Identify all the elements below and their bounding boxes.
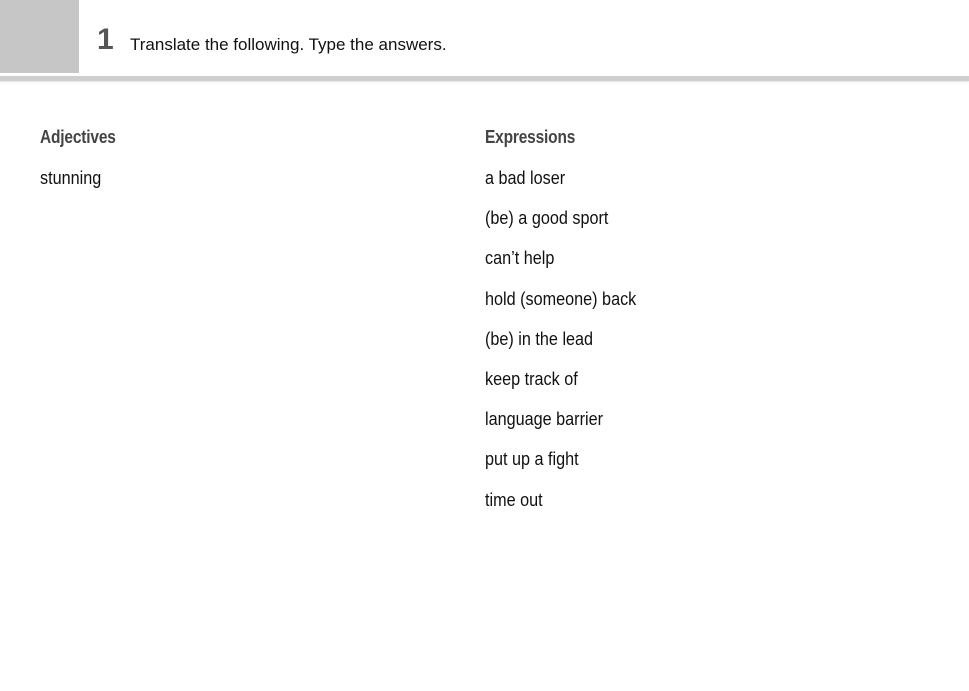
exercise-header bbox=[0, 0, 969, 80]
column-heading-expressions: Expressions bbox=[485, 127, 576, 147]
list-item: language barrier bbox=[485, 409, 603, 430]
adjectives-column bbox=[40, 124, 440, 206]
exercise-number: 1 bbox=[97, 23, 114, 56]
adjectives-list bbox=[40, 166, 440, 206]
list-item: put up a fight bbox=[485, 449, 579, 470]
expressions-column bbox=[485, 124, 925, 528]
expressions-list bbox=[485, 166, 925, 528]
list-item: (be) in the lead bbox=[485, 328, 594, 349]
list-item: can’t help bbox=[485, 248, 555, 269]
list-item: stunning bbox=[40, 168, 102, 188]
list-item: (be) a good sport bbox=[485, 208, 609, 229]
column-heading-adjectives: Adjectives bbox=[40, 127, 116, 147]
header-accent-block bbox=[0, 0, 79, 73]
list-item: a bad loser bbox=[485, 168, 566, 188]
header-divider bbox=[0, 76, 969, 81]
list-item: hold (someone) back bbox=[485, 288, 637, 309]
exercise-instruction: Translate the following. Type the answers. bbox=[130, 35, 447, 54]
list-item: keep track of bbox=[485, 368, 578, 389]
list-item: time out bbox=[485, 489, 543, 510]
